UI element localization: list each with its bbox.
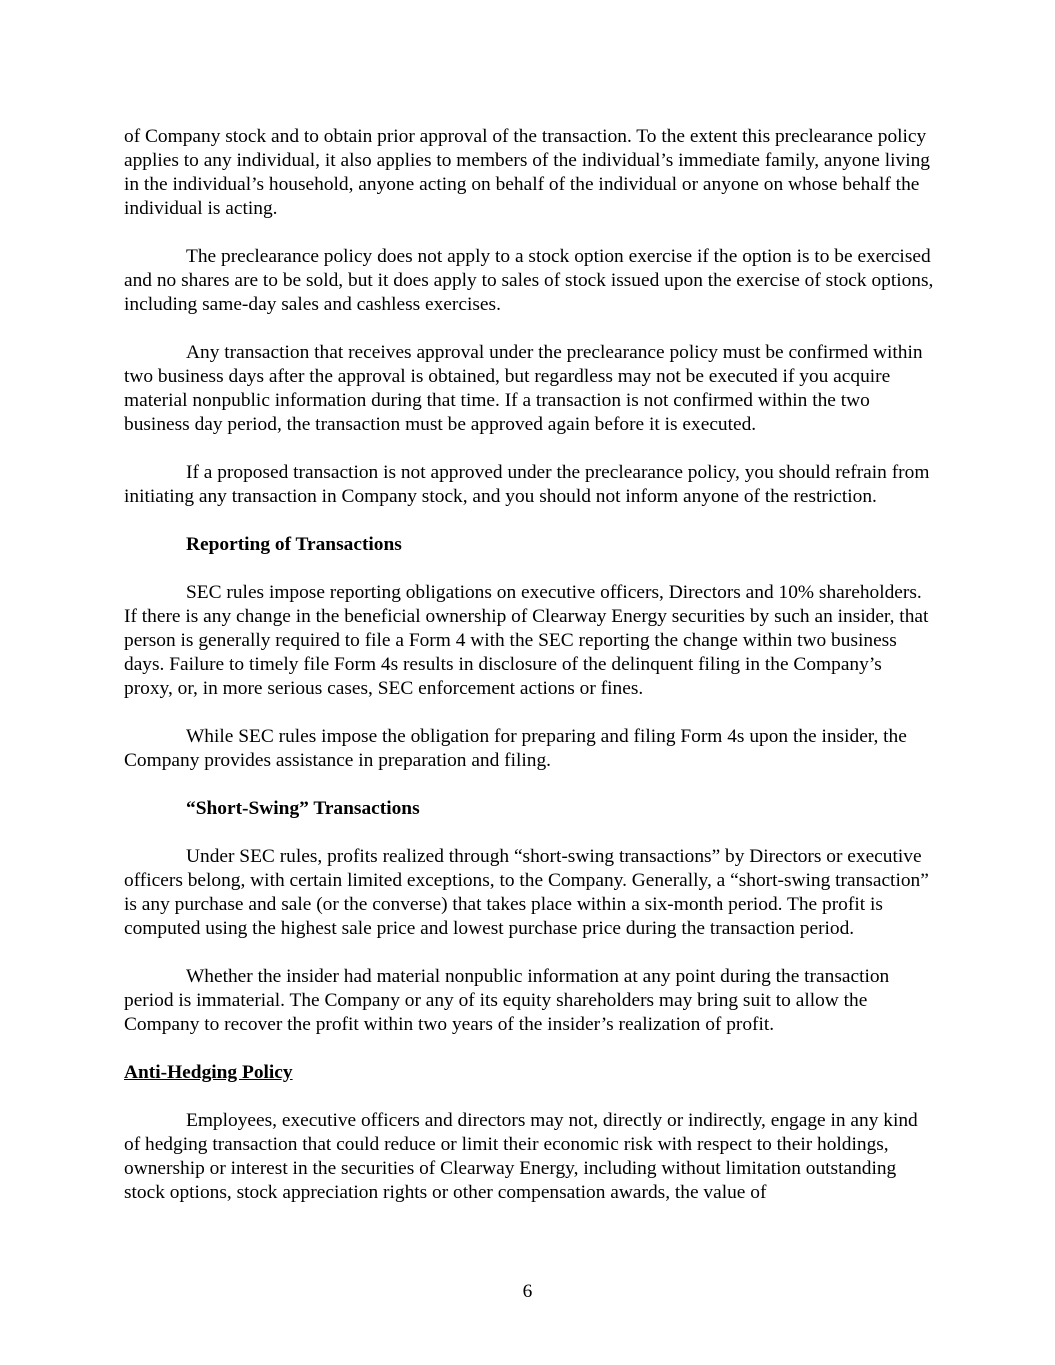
paragraph-short-swing-suit: Whether the insider had material nonpublic information at any point during the transaction period is immaterial. The Company or any of its equity shareholders may bring suit to allow the Company to recover the profit within two years of the insider’s realization of profit. [124,966,890,1035]
heading-short-swing-transactions: “Short-Swing” Transactions [186,798,420,819]
heading-reporting-of-transactions: Reporting of Transactions [186,534,402,555]
paragraph-approval-confirmation: Any transaction that receives approval under the preclearance policy must be confirmed within two business days after the approval is obtained, but regardless may not be executed if you acquire material nonpublic information during that time. If a transaction is not confirmed within the two business day period, the transaction must be approved again before it is executed. [124,342,923,435]
paragraph-sec-reporting: SEC rules impose reporting obligations on executive officers, Directors and 10% shareholders. If there is any change in the beneficial ownership of Clearway Energy securities by such an insider, that person is generally required to file a Form 4 with the SEC reporting the change within two business days. Failure to timely file Form 4s results in disclosure of the delinquent filing in the Company’s proxy, or, in more serious cases, SEC enforcement actions or fines. [124,582,929,699]
page-number: 6 [522,1281,533,1302]
paragraph-not-approved: If a proposed transaction is not approved under the preclearance policy, you should refrain from initiating any transaction in Company stock, and you should not inform anyone of the restriction. [124,462,930,507]
document-body [124,125,934,1229]
paragraph-form4-assistance: While SEC rules impose the obligation for preparing and filing Form 4s upon the insider, the Company provides assistance in preparation and filing. [124,726,907,771]
heading-anti-hedging-policy: Anti-Hedging Policy [124,1062,293,1083]
paragraph-preclearance-scope: of Company stock and to obtain prior approval of the transaction. To the extent this preclearance policy applies to any individual, it also applies to members of the individual’s immediate family, anyone living in the individual’s household, anyone acting on behalf of the individual or anyone on whose behalf the individual is acting. [124,126,930,219]
paragraph-stock-option-exercise: The preclearance policy does not apply to a stock option exercise if the option is to be exercised and no shares are to be sold, but it does apply to sales of stock issued upon the exercise of stock options, including same-day sales and cashless exercises. [124,246,934,315]
paragraph-anti-hedging: Employees, executive officers and directors may not, directly or indirectly, engage in any kind of hedging transaction that could reduce or limit their economic risk with respect to their holdings, ownership or interest in the securities of Clearway Energy, including without limitation outstanding stock options, stock appreciation rights or other compensation awards, the value of [124,1110,918,1203]
paragraph-short-swing-rules: Under SEC rules, profits realized through “short-swing transactions” by Directors or executive officers belong, with certain limited exceptions, to the Company. Generally, a “short-swing transaction” is any purchase and sale (or the converse) that takes place within a six-month period. The profit is computed using the highest sale price and lowest purchase price during the transaction period. [124,846,929,939]
